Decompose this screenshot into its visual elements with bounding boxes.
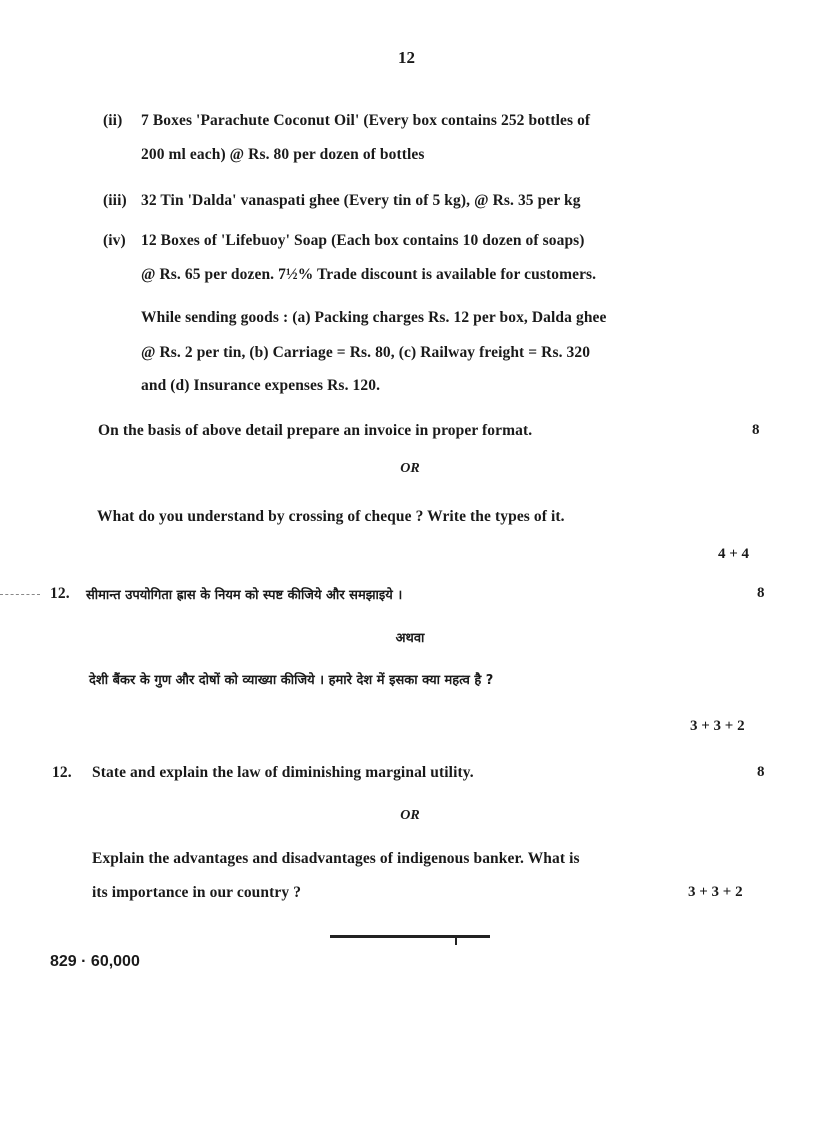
page-number: 12 [398, 48, 415, 67]
sending-line-2: @ Rs. 2 per tin, (b) Carriage = Rs. 80, (c) Railway freight = Rs. 320 [141, 344, 591, 361]
item-iii-text-1: 32 Tin 'Dalda' vanaspati ghee (Every tin of 5 kg), @ Rs. 35 per kg [141, 192, 581, 209]
item-iii-number: (iii) [103, 192, 127, 209]
q12-hindi-alt-question: देशी बैंकर के गुण और दोषों को व्याख्या कीजिये । हमारे देश में इसका क्या महत्व है ? [89, 673, 494, 688]
end-rule-tick [455, 938, 457, 945]
q12-hindi-marks: 8 [757, 585, 765, 601]
q12-question: State and explain the law of diminishing marginal utility. [92, 764, 474, 781]
q12-number: 12. [52, 764, 72, 781]
q11-instruction: On the basis of above detail prepare an invoice in proper format. [98, 422, 533, 439]
item-iii-line-1 [103, 192, 581, 210]
item-ii-line-1 [103, 112, 590, 130]
q12-alt-marks: 3 + 3 + 2 [688, 884, 743, 900]
item-iv-text-1: 12 Boxes of 'Lifebuoy' Soap (Each box contains 10 dozen of soaps) [141, 232, 585, 249]
q12-hindi-number: 12. [50, 585, 70, 602]
q11-alt-question: What do you understand by crossing of cheque ? Write the types of it. [97, 508, 565, 525]
sending-line-3: and (d) Insurance expenses Rs. 120. [141, 377, 381, 394]
item-iv-line-1 [103, 232, 585, 250]
item-iv-number: (iv) [103, 232, 126, 249]
footer-code: 829 · 60,000 [50, 953, 140, 970]
item-ii-number: (ii) [103, 112, 123, 129]
sending-line-1: While sending goods : (a) Packing charges Rs. 12 per box, Dalda ghee [141, 309, 607, 326]
q12-hindi-alt-marks: 3 + 3 + 2 [690, 718, 745, 734]
margin-mark [0, 594, 40, 595]
q12-marks: 8 [757, 764, 765, 780]
q11-or: OR [400, 461, 420, 476]
q11-marks: 8 [752, 422, 760, 438]
q11-alt-marks: 4 + 4 [718, 546, 750, 562]
item-ii-text-1: 7 Boxes 'Parachute Coconut Oil' (Every box contains 252 bottles of [141, 112, 591, 129]
end-of-paper-rule [330, 935, 490, 938]
item-iv-text-2: @ Rs. 65 per dozen. 7½% Trade discount is available for customers. [141, 266, 597, 283]
q12-alt-line-2: its importance in our country ? [92, 884, 302, 901]
q12-alt-line-1: Explain the advantages and disadvantages of indigenous banker. What is [92, 850, 580, 867]
q12-hindi-question: सीमान्त उपयोगिता ह्रास के नियम को स्पष्ट कीजिये और समझाइये । [86, 588, 403, 603]
item-ii-text-2: 200 ml each) @ Rs. 80 per dozen of bottles [141, 146, 425, 163]
q12-hindi-or: अथवा [395, 631, 425, 646]
q12-or: OR [400, 808, 420, 823]
